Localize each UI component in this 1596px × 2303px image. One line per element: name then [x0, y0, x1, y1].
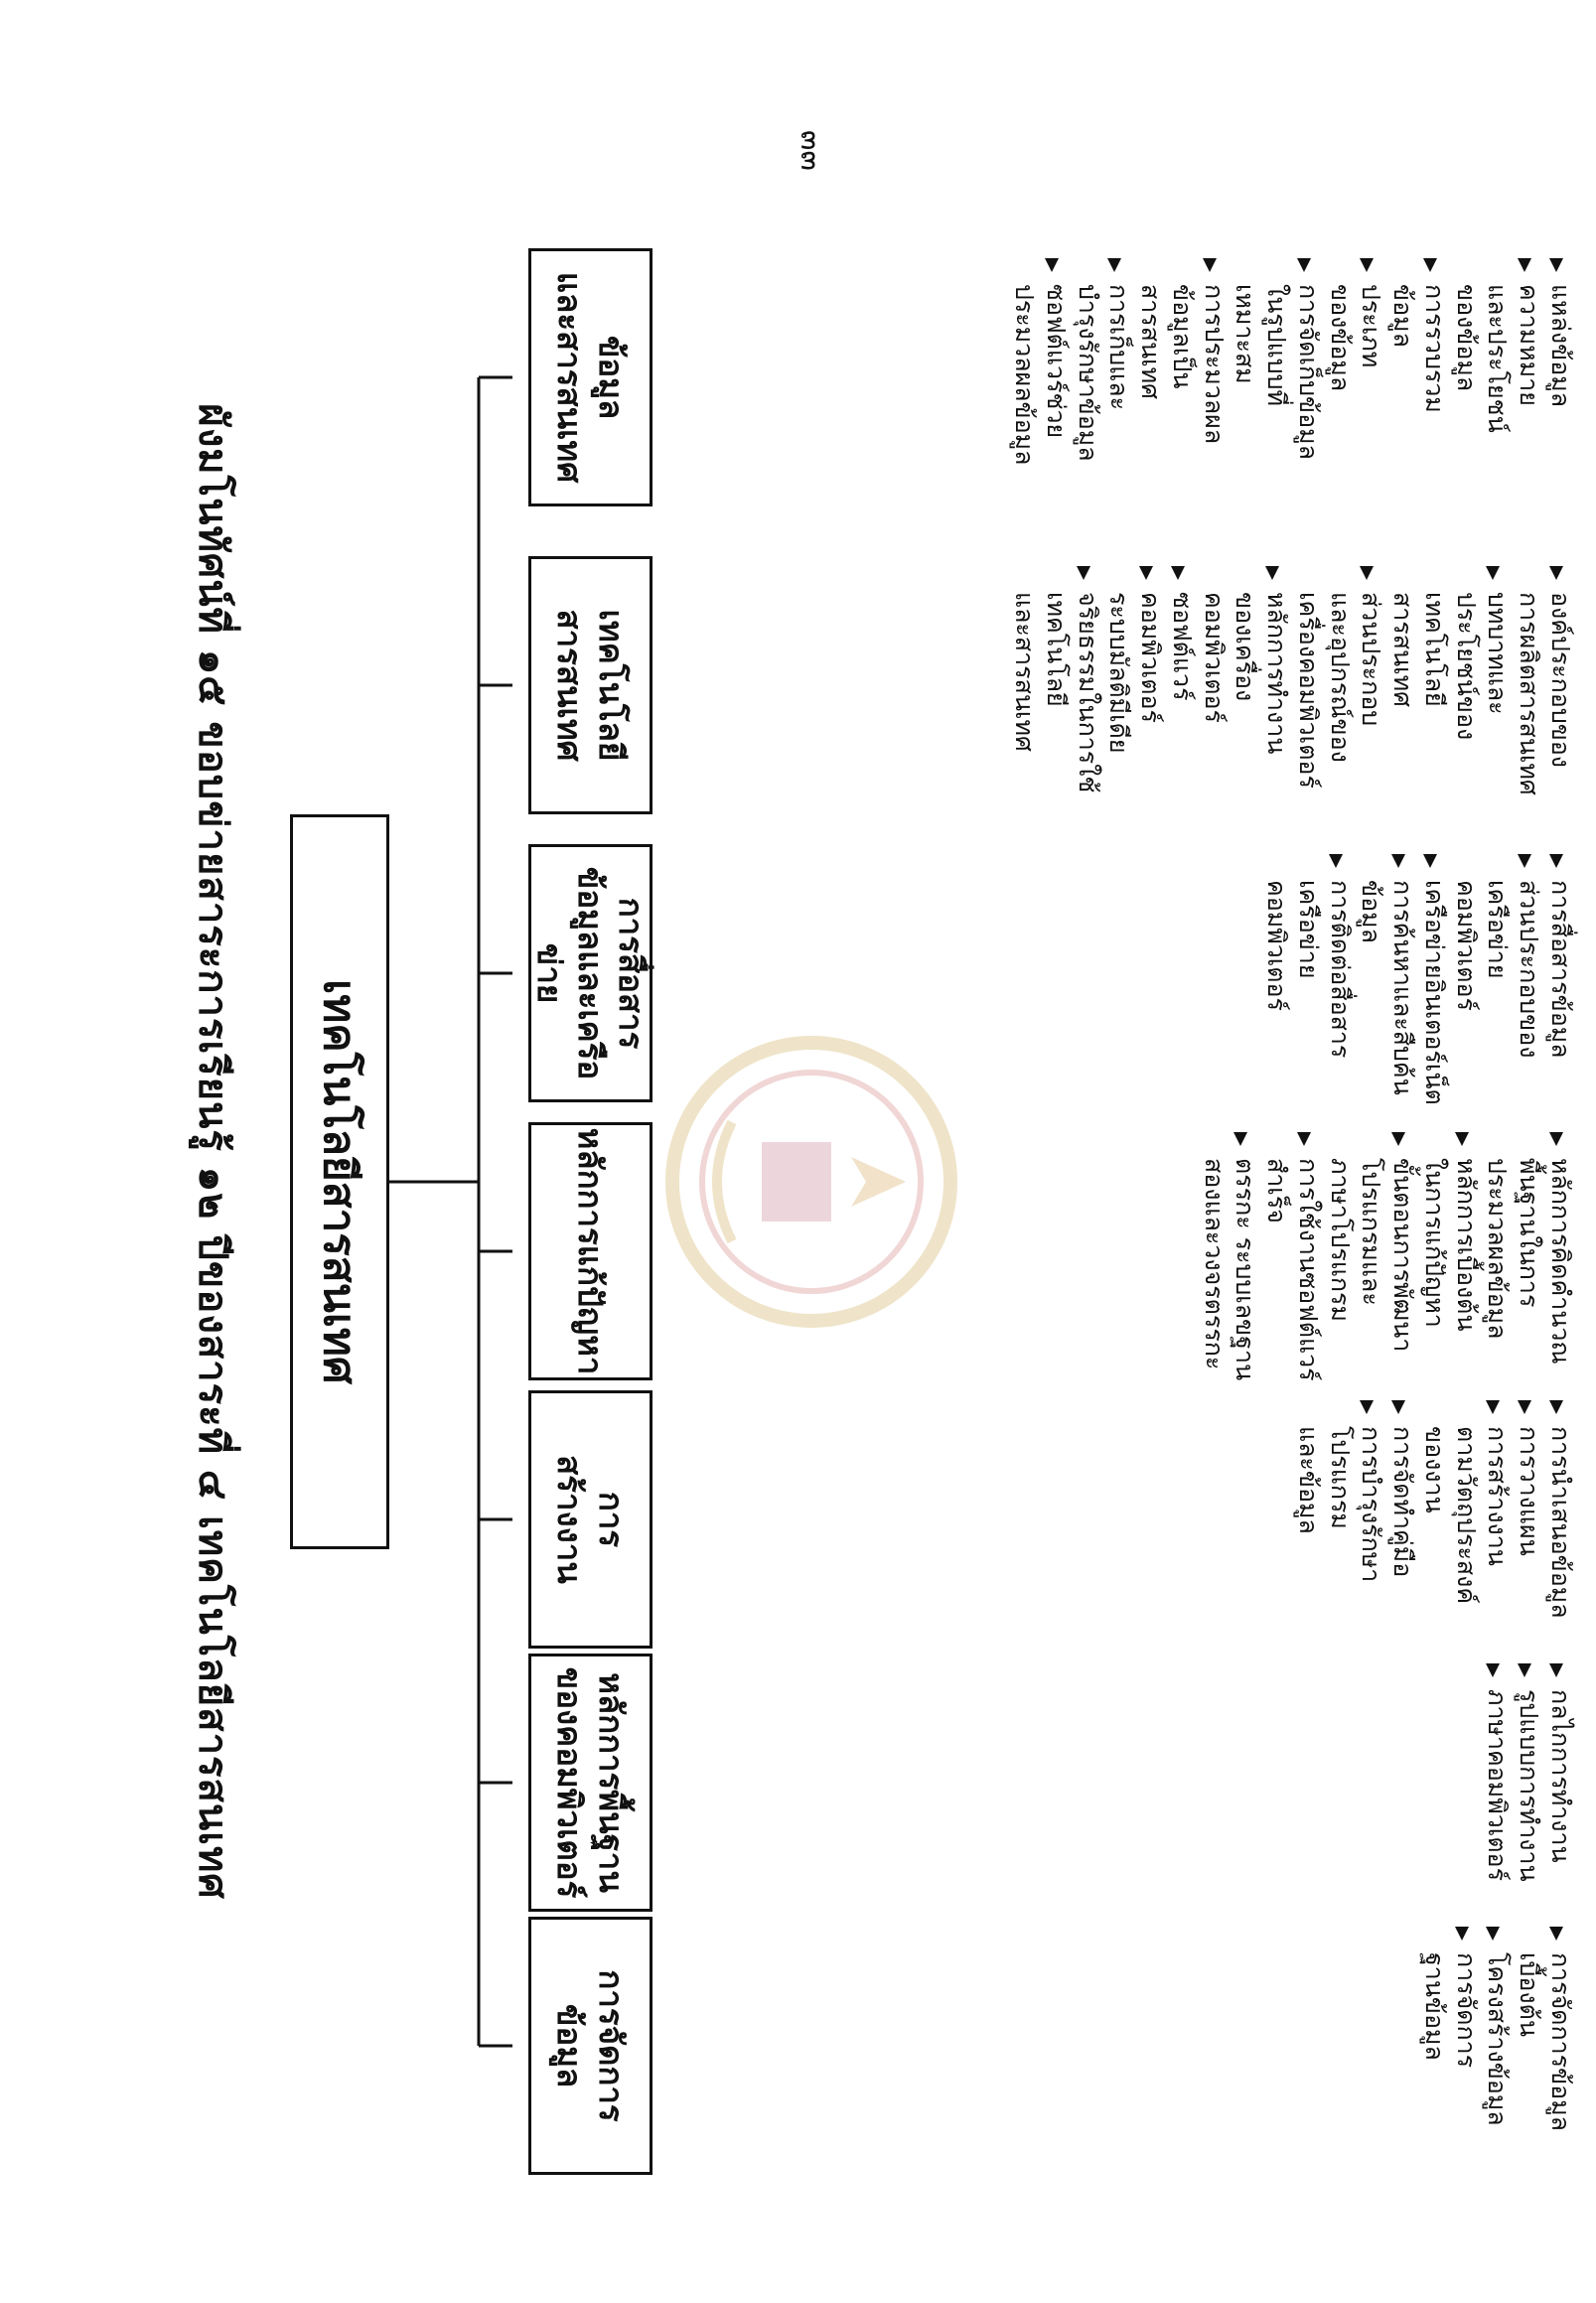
- item: การเก็บและ บำรุงรักษาข้อมูล: [1072, 258, 1135, 516]
- category-label: ข้อมูล: [550, 2003, 590, 2088]
- category-box: [528, 1917, 653, 2175]
- category-label: ของคอมพิวเตอร์: [550, 1666, 590, 1899]
- item: ซอฟต์แวร์ช่วย ประมวลผลข้อมูล: [1009, 258, 1073, 516]
- item-list: [1009, 566, 1577, 824]
- item: ความหมาย และประโยชน์ ของข้อมูล: [1450, 258, 1544, 516]
- item: ซอฟต์แวร์: [1166, 566, 1198, 824]
- item: ขั้นตอนการพัฒนา โปรแกรมและ ภาษาโปรแกรม: [1324, 1132, 1418, 1390]
- item: หลักการคิดคำนวณ พื้นฐานในการ ประมวลผลข้อมูล: [1482, 1132, 1576, 1390]
- item: องค์ประกอบของ การผลิตสารสนเทศ: [1514, 566, 1577, 824]
- item: โครงสร้างข้อมูล: [1482, 1927, 1514, 2185]
- category-label: หลักการแก้ปัญหา: [571, 1127, 611, 1375]
- item: หลักการทำงาน ของเครื่อง คอมพิวเตอร์: [1198, 566, 1292, 824]
- item: จริยธรรมในการใช้ เทคโนโลยี และสารสนเทศ: [1009, 566, 1103, 824]
- item: การบำรุงรักษา โปรแกรม และข้อมูล: [1292, 1400, 1386, 1658]
- root-box: [290, 814, 389, 1549]
- item: การวางแผน: [1514, 1400, 1545, 1658]
- item: การจัดการข้อมูล เบื้องต้น: [1514, 1927, 1577, 2185]
- item: การจัดการ ฐานข้อมูล: [1418, 1927, 1482, 2185]
- item-list: [1261, 854, 1577, 1112]
- category-box: [528, 1122, 653, 1380]
- item: การนำเสนอข้อมูล: [1544, 1400, 1576, 1658]
- item: การประมวลผล ข้อมูลเป็น สารสนเทศ: [1135, 258, 1230, 516]
- item: การรวบรวม ข้อมูล: [1387, 258, 1451, 516]
- category-box: [528, 844, 653, 1102]
- item: การจัดทำคู่มือ: [1387, 1400, 1419, 1658]
- item: รูปแบบการทำงาน: [1514, 1663, 1545, 1922]
- item-list: [1009, 258, 1577, 516]
- item: ส่วนประกอบของ เครือข่าย คอมพิวเตอร์: [1450, 854, 1544, 1112]
- item: บทบาทและ ประโยชน์ของ เทคโนโลยี สารสนเทศ: [1387, 566, 1514, 824]
- item: หลักการเบื้องต้น ในการแก้ปัญหา: [1418, 1132, 1482, 1390]
- item-list: [1482, 1663, 1576, 1922]
- category-label: ข้อมูลและเครือข่าย: [529, 866, 611, 1080]
- item: เครือข่ายอินเตอร์เน็ต: [1418, 854, 1450, 1112]
- category-label: สร้างงาน: [550, 1455, 590, 1584]
- page-number: ๓๓: [793, 129, 828, 172]
- watermark-seal: [662, 1033, 960, 1331]
- item: แหล่งข้อมูล: [1544, 258, 1576, 516]
- category-box: [528, 248, 653, 506]
- item: การค้นหาและสืบค้น ข้อมูล: [1356, 854, 1419, 1112]
- category-label: เทคโนโลยี: [591, 609, 631, 762]
- diagram-caption: ผังมโนทัศน์ที่ ๑๕ ขอบข่ายสาระการเรียนรู้ ๑๒ ปีของสาระที่ ๔ เทคโนโลยีสารสนเทศ: [190, 403, 236, 1900]
- category-box: [528, 1390, 653, 1649]
- category-label: ข้อมูล: [591, 335, 631, 420]
- category-label: สารสนเทศ: [550, 609, 590, 762]
- root-label: เทคโนโลยีสารสนเทศ: [314, 979, 364, 1384]
- item: คอมพิวเตอร์ ระบบมัลติมีเดีย: [1103, 566, 1167, 824]
- category-label: และสารสนเทศ: [550, 271, 590, 484]
- category-box: [528, 556, 653, 814]
- item: การใช้งานซอฟต์แวร์ สำเร็จ: [1261, 1132, 1325, 1390]
- category-label: หลักการพื้นฐาน: [591, 1672, 631, 1893]
- item: กลไกการทำงาน: [1544, 1663, 1576, 1922]
- category-label: การจัดการ: [591, 1969, 631, 2122]
- category-label: การ: [591, 1491, 631, 1548]
- item: การติดต่อสื่อสาร เครือข่าย คอมพิวเตอร์: [1261, 854, 1356, 1112]
- item: ตรรกะ ระบบเลขฐาน สองและวงจรตรรกะ: [1198, 1132, 1261, 1390]
- category-box: [528, 1654, 653, 1912]
- item: ภาษาคอมพิวเตอร์: [1482, 1663, 1514, 1922]
- item: ประเภท ของข้อมูล: [1324, 258, 1387, 516]
- category-label: การสื่อสาร: [612, 897, 652, 1050]
- item: การสร้างงาน ตามวัตถุประสงค์ ของงาน: [1418, 1400, 1513, 1658]
- item-list: [1198, 1132, 1576, 1390]
- item-list: [1292, 1400, 1576, 1658]
- item-list: [1418, 1927, 1576, 2185]
- item: การสื่อสารข้อมูล: [1544, 854, 1576, 1112]
- item: การจัดเก็บข้อมูล ในรูปแบบที่ เหมาะสม: [1230, 258, 1324, 516]
- item: ส่วนประกอบ และอุปกรณ์ของ เครื่องคอมพิวเตอร์: [1292, 566, 1386, 824]
